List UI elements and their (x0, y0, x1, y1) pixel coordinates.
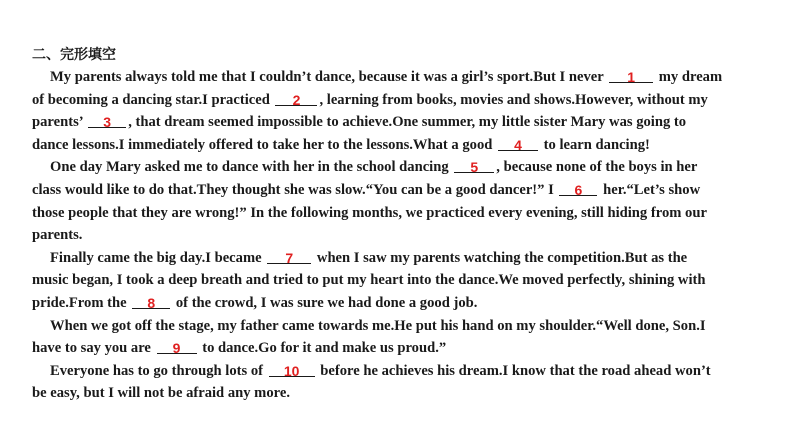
passage-line (32, 315, 772, 338)
answer-blank (88, 112, 126, 131)
passage-text: be easy, but I will not be afraid any more. (32, 385, 290, 402)
blank-number: 4 (514, 136, 522, 153)
passage-line (32, 111, 772, 134)
blank-number: 6 (574, 181, 583, 198)
passage-text: parents’ (32, 114, 87, 131)
passage-line (32, 156, 772, 179)
cloze-passage (32, 66, 772, 405)
passage-line (32, 134, 772, 157)
answer-blank (269, 361, 315, 377)
blank-number: 10 (283, 362, 300, 379)
passage-text: dance lessons.I immediately offered to take her to the lessons.What a good (32, 136, 497, 153)
passage-text: One day Mary asked me to dance with her in the school dancing (50, 159, 453, 176)
passage-text: those people that they are wrong!” In the following months, we practiced every evening, still hiding from our (32, 204, 707, 221)
blank-number: 1 (627, 69, 636, 85)
passage-text: pride.From the (32, 294, 131, 311)
blank-number: 9 (172, 340, 181, 357)
passage-line (32, 224, 772, 247)
passage-text: My parents always told me that I couldn’t dance, because it was a girl’s sport.But I never (50, 69, 608, 85)
passage-line (32, 360, 772, 383)
passage-text: Finally came the big day.I became (50, 249, 266, 266)
passage-line (32, 337, 772, 360)
answer-blank (267, 248, 311, 264)
passage-line (32, 382, 772, 405)
passage-line (32, 269, 772, 292)
blank-number: 2 (292, 91, 301, 108)
passage-line (32, 66, 772, 89)
blank-number: 5 (470, 159, 479, 176)
passage-text: parents. (32, 227, 83, 244)
passage-line (32, 179, 772, 202)
passage-text: , that dream seemed impossible to achieve.One summer, my little sister Mary was going to (128, 114, 687, 131)
answer-blank (275, 90, 317, 106)
passage-line (32, 247, 772, 270)
blank-number: 3 (103, 114, 112, 131)
passage-text: When we got off the stage, my father came towards me.He put his hand on my shoulder.“Well done, Son.I (50, 317, 706, 334)
passage-text: of becoming a dancing star.I practiced (32, 91, 274, 108)
section-heading: 二、完形填空 (32, 47, 116, 63)
passage-text: my dream (655, 69, 723, 85)
passage-text: , because none of the boys in her (496, 159, 698, 176)
passage-text: when I saw my parents watching the competition.But as the (313, 249, 688, 266)
answer-blank (559, 180, 597, 196)
passage-text: , learning from books, movies and shows.However, without my (319, 91, 708, 108)
answer-blank (454, 157, 494, 176)
passage-line (32, 292, 772, 315)
answer-blank (609, 67, 653, 83)
passage-line (32, 89, 772, 112)
passage-text: have to say you are (32, 340, 155, 357)
passage-text: of the crowd, I was sure we had done a good job. (172, 294, 478, 311)
passage-text: to learn dancing! (540, 136, 650, 153)
passage-text: music began, I took a deep breath and tried to put my heart into the dance.We moved perfectly, shining with (32, 272, 706, 289)
answer-blank (157, 338, 197, 357)
passage-text: Everyone has to go through lots of (50, 362, 267, 379)
answer-blank (498, 135, 538, 151)
blank-number: 8 (147, 294, 156, 311)
blank-number: 7 (285, 249, 294, 266)
passage-line (32, 202, 772, 225)
passage-text: to dance.Go for it and make us proud.” (198, 340, 447, 357)
passage-text: class would like to do that.They thought she was slow.“You can be a good dancer!” I (32, 181, 558, 198)
passage-text: her.“Let’s show (599, 181, 701, 198)
answer-blank (132, 293, 170, 309)
passage-text: before he achieves his dream.I know that the road ahead won’t (316, 362, 711, 379)
